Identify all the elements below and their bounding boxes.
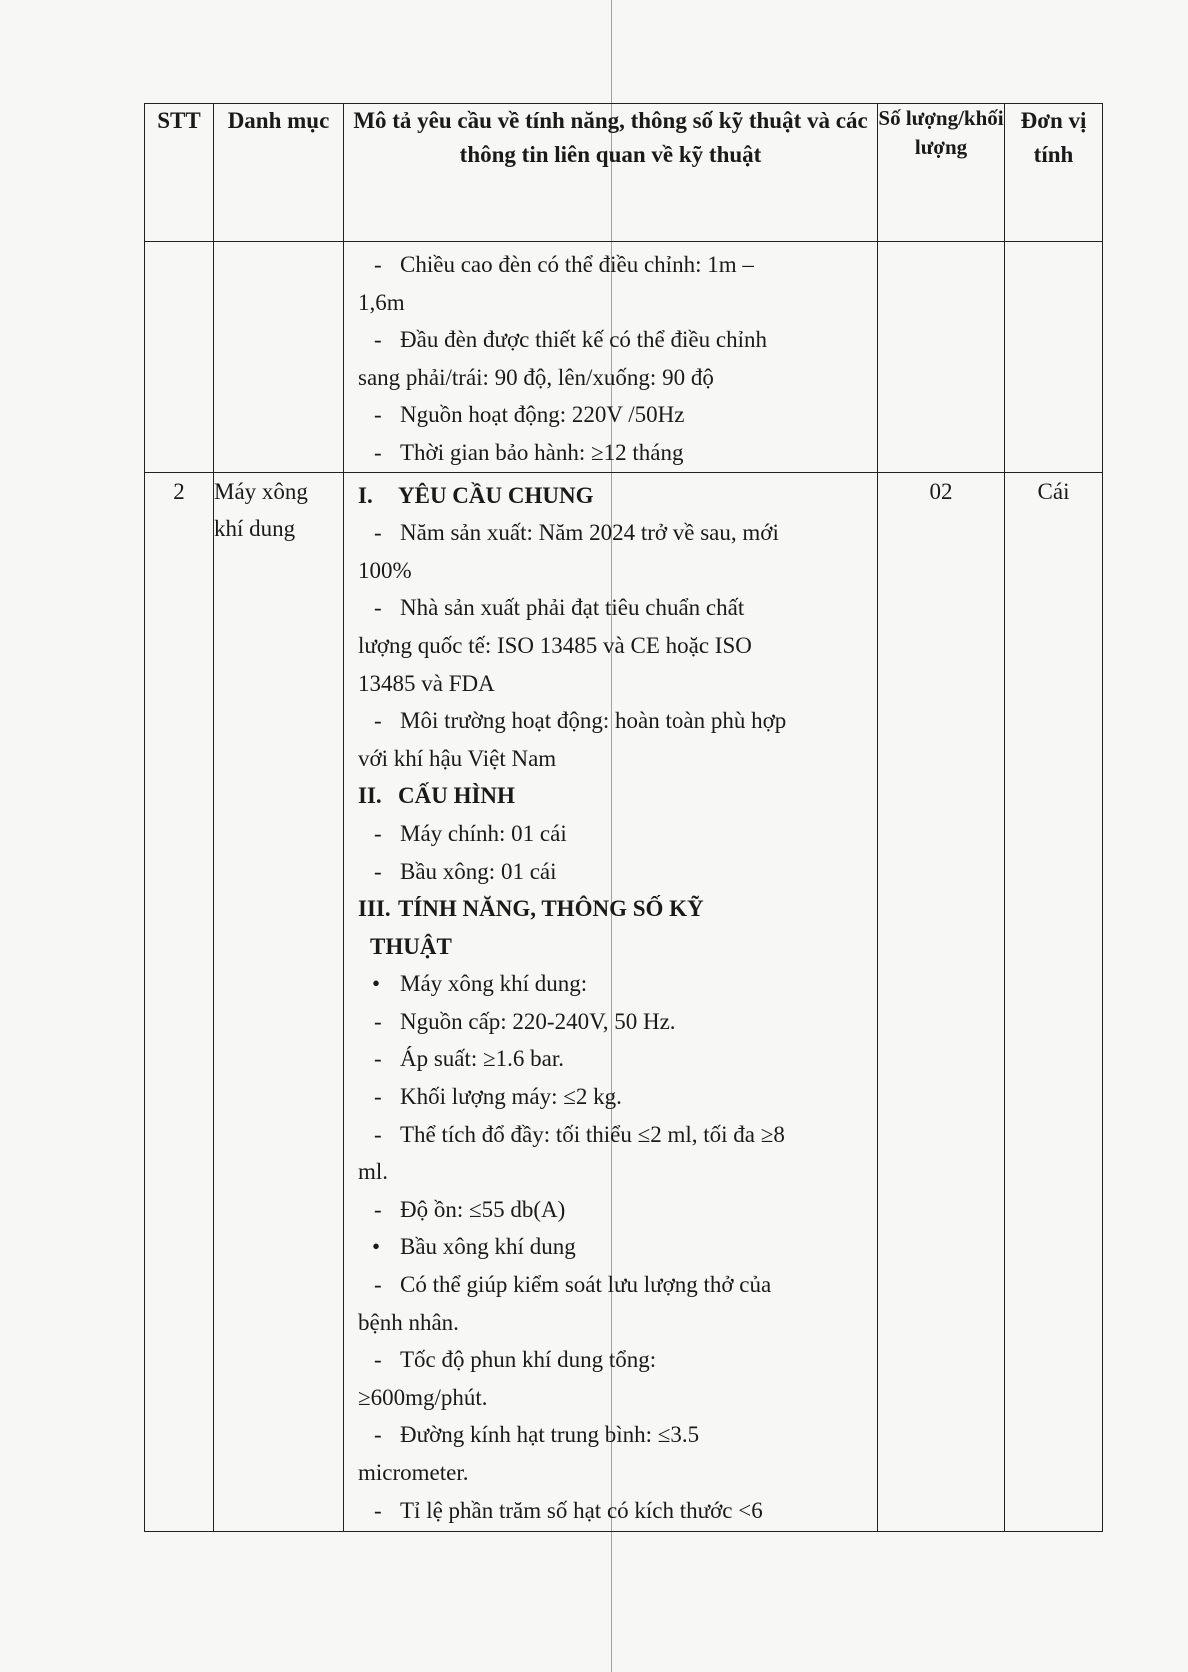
continuation-line (358, 284, 867, 322)
line-text: Bầu xông khí dung (400, 1234, 576, 1260)
section-number: III. (358, 896, 391, 922)
dash-item (358, 853, 867, 891)
dash-mark: - (374, 1272, 382, 1298)
dash-mark: - (374, 820, 382, 846)
line-text: Nhà sản xuất phải đạt tiêu chuẩn chất (400, 595, 745, 621)
dash-mark: - (374, 327, 382, 353)
line-text: 13485 và FDA (358, 670, 495, 696)
header-so-luong: Số lượng/khối lượng (878, 104, 1005, 242)
cell-so-luong: 02 (878, 472, 1005, 1531)
dash-item (358, 396, 867, 434)
line-text: Độ ồn: ≤55 db(A) (400, 1196, 566, 1222)
section-number: I. (358, 482, 373, 508)
line-text: Tỉ lệ phần trăm số hạt có kích thước <6 (400, 1497, 763, 1523)
cell-mo-ta (344, 242, 878, 473)
dash-item (358, 1078, 867, 1116)
section-heading (358, 890, 867, 928)
line-text: Có thể giúp kiểm soát lưu lượng thở của (400, 1272, 772, 1298)
dash-mark: - (374, 1121, 382, 1147)
line-text: Máy chính: 01 cái (400, 820, 567, 846)
line-text: Nguồn hoạt động: 220V /50Hz (400, 402, 685, 428)
line-text: micrometer. (358, 1460, 469, 1485)
dash-item (358, 1116, 867, 1154)
description-list (344, 473, 877, 1530)
header-stt: STT (145, 104, 214, 242)
line-text: Môi trường hoạt động: hoàn toàn phù hợp (400, 708, 787, 734)
dash-mark: - (374, 858, 382, 884)
dash-mark: - (374, 439, 382, 465)
line-text: THUẬT (370, 933, 452, 959)
table-header-row (145, 104, 1103, 242)
dash-mark: - (374, 1347, 382, 1373)
dash-mark: - (374, 520, 382, 546)
table-row (145, 472, 1103, 1531)
section-heading (358, 777, 867, 815)
table-row (145, 242, 1103, 473)
continuation-line (358, 359, 867, 397)
dash-item (358, 1266, 867, 1304)
line-text: Thể tích đổ đầy: tối thiểu ≤2 ml, tối đa ≥8 (400, 1121, 785, 1147)
cell-don-vi: Cái (1005, 472, 1103, 1531)
dash-mark: - (374, 1046, 382, 1072)
line-text: sang phải/trái: 90 độ, lên/xuống: 90 độ (358, 364, 714, 390)
continuation-line (358, 1379, 867, 1417)
section-heading (358, 477, 867, 515)
dash-mark: - (374, 1196, 382, 1222)
line-text: Đường kính hạt trung bình: ≤3.5 (400, 1422, 700, 1448)
dash-item (358, 1416, 867, 1454)
continuation-line (358, 740, 867, 778)
dash-mark: - (374, 1008, 382, 1034)
dash-item (358, 589, 867, 627)
dash-mark: - (374, 1497, 382, 1523)
cell-stt: 2 (145, 472, 214, 1531)
bullet-item (358, 1228, 867, 1266)
line-text: YÊU CẦU CHUNG (398, 482, 594, 508)
spec-table (144, 103, 1103, 1532)
dash-item (358, 434, 867, 472)
dash-mark: - (374, 708, 382, 734)
header-danh-muc: Danh mục (214, 104, 344, 242)
section-heading-continued (358, 928, 867, 966)
cell-danh-muc: Máy xông khí dung (214, 472, 344, 1531)
dash-item (358, 321, 867, 359)
dash-mark: - (374, 402, 382, 428)
bullet-icon: • (372, 971, 381, 997)
bullet-item (358, 965, 867, 1003)
dash-item (358, 246, 867, 284)
dash-mark: - (374, 1422, 382, 1448)
line-text: với khí hậu Việt Nam (358, 745, 557, 771)
line-text: Thời gian bảo hành: ≥12 tháng (400, 439, 684, 465)
cell-danh-muc (214, 242, 344, 473)
cell-so-luong (878, 242, 1005, 473)
line-text: Áp suất: ≥1.6 bar. (400, 1046, 565, 1072)
continuation-line (358, 552, 867, 590)
continuation-line (358, 1153, 867, 1191)
dash-item (358, 1341, 867, 1379)
line-text: Chiều cao đèn có thể điều chỉnh: 1m – (400, 252, 754, 277)
line-text: Máy xông khí dung: (400, 971, 588, 997)
line-text: TÍNH NĂNG, THÔNG SỐ KỸ (398, 896, 704, 922)
line-text: ml. (358, 1159, 389, 1185)
header-don-vi: Đơn vị tính (1005, 104, 1103, 242)
dash-item (358, 1191, 867, 1229)
dash-mark: - (374, 595, 382, 621)
cell-mo-ta (344, 472, 878, 1531)
line-text: bệnh nhân. (358, 1309, 459, 1335)
line-text: 100% (358, 557, 412, 583)
continuation-line (358, 1304, 867, 1342)
line-text: Tốc độ phun khí dung tổng: (400, 1347, 657, 1373)
line-text: ≥600mg/phút. (358, 1384, 488, 1410)
line-text: 1,6m (358, 289, 405, 315)
section-number: II. (358, 783, 382, 809)
line-text: Nguồn cấp: 220-240V, 50 Hz. (400, 1008, 676, 1034)
line-text: Năm sản xuất: Năm 2024 trở về sau, mới (400, 520, 779, 546)
line-text: Đầu đèn được thiết kế có thể điều chỉnh (400, 327, 767, 353)
continuation-line (358, 665, 867, 703)
line-text: CẤU HÌNH (398, 783, 515, 809)
dash-mark: - (374, 1084, 382, 1110)
description-list (344, 242, 877, 472)
dash-item (358, 1492, 867, 1530)
bullet-icon: • (372, 1234, 381, 1260)
dash-item (358, 815, 867, 853)
continuation-line (358, 1454, 867, 1492)
line-text: lượng quốc tế: ISO 13485 và CE hoặc ISO (358, 632, 752, 658)
cell-stt (145, 242, 214, 473)
line-text: Khối lượng máy: ≤2 kg. (400, 1084, 622, 1110)
header-mo-ta: Mô tả yêu cầu về tính năng, thông số kỹ thuật và các thông tin liên quan về kỹ thuật (344, 104, 878, 242)
line-text: Bầu xông: 01 cái (400, 858, 557, 884)
dash-item (358, 1003, 867, 1041)
cell-don-vi (1005, 242, 1103, 473)
dash-item (358, 1040, 867, 1078)
continuation-line (358, 627, 867, 665)
dash-mark: - (374, 252, 382, 277)
dash-item (358, 702, 867, 740)
dash-item (358, 514, 867, 552)
